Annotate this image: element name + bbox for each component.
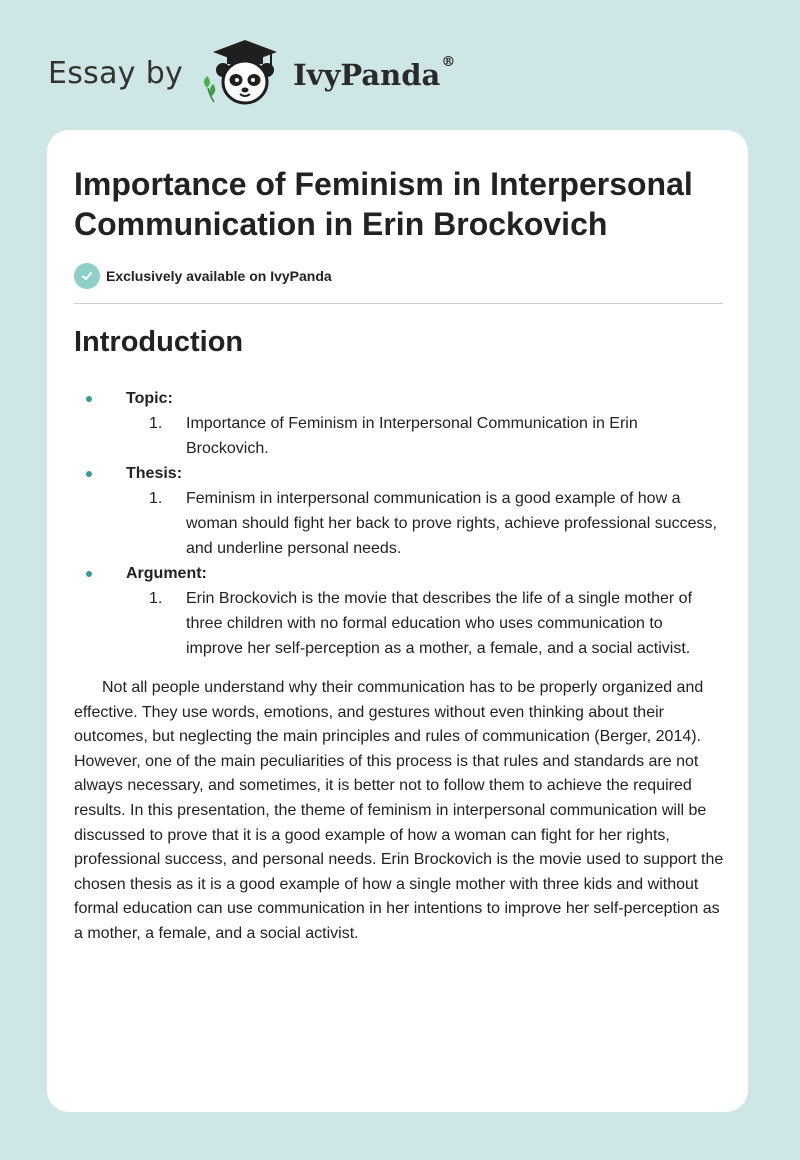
sub-item-text: Erin Brockovich is the movie that describes the life of a single mother of three children with no formal education who uses communication to improve her self-perception as a mother, a female, and a social activist.	[186, 590, 693, 657]
outline-item-thesis	[74, 461, 724, 561]
sub-list-item	[126, 411, 724, 461]
outline-label: Argument:	[126, 565, 207, 582]
bullet-icon	[86, 571, 92, 577]
sub-list	[126, 586, 724, 661]
outline-label: Topic:	[126, 390, 173, 407]
sub-list-item	[126, 586, 724, 661]
page-title: Importance of Feminism in Interpersonal Communication in Erin Brockovich	[74, 166, 693, 242]
outline-list	[74, 386, 724, 661]
bullet-icon	[86, 471, 92, 477]
section-heading: Introduction	[74, 326, 244, 358]
sub-item-text: Importance of Feminism in Interpersonal Communication in Erin Brockovich.	[186, 415, 638, 457]
essay-by-label: Essay by	[48, 55, 184, 91]
sub-list	[126, 486, 724, 561]
sub-item-number: 1.	[149, 415, 163, 432]
sub-item-text: Feminism in interpersonal communication is a good example of how a woman should fight her back to prove rights, achieve professional success, and underline personal needs.	[186, 490, 717, 557]
bullet-icon	[86, 396, 92, 402]
outline-item-argument	[74, 561, 724, 661]
check-circle-icon	[74, 263, 100, 289]
sub-item-number: 1.	[149, 590, 163, 607]
brand-name: IvyPanda®	[293, 54, 456, 92]
outline-label: Thesis:	[126, 465, 183, 482]
sub-item-number: 1.	[149, 490, 163, 507]
divider	[74, 303, 723, 304]
sub-list-item	[126, 486, 724, 561]
exclusive-label: Exclusively available on IvyPanda	[106, 268, 332, 284]
essay-card	[47, 130, 748, 1112]
body-paragraph: Not all people understand why their communication has to be properly organized and effective. They use words, emotions, and gestures without even thinking about their outcomes, but neglecting the main principles and rules of communication (Berger, 2014). However, one of the main peculiarities of this process is that rules and standards are not always necessary, and sometimes, it is better not to follow them to achieve the required results. In this presentation, the theme of feminism in interpersonal communication will be discussed to prove that it is a good example of how a woman can fight for her rights, professional success, and personal needs. Erin Brockovich is the movie used to support the chosen thesis as it is a good example of how a single mother with three kids and without formal education can use communication in her intentions to improve her self-perception as a mother, a female, and a social activist.	[74, 679, 724, 942]
site-header	[48, 38, 455, 108]
panda-logo-icon	[197, 38, 287, 108]
outline-item-topic	[74, 386, 724, 461]
exclusive-badge	[74, 263, 332, 289]
sub-list	[126, 411, 724, 461]
